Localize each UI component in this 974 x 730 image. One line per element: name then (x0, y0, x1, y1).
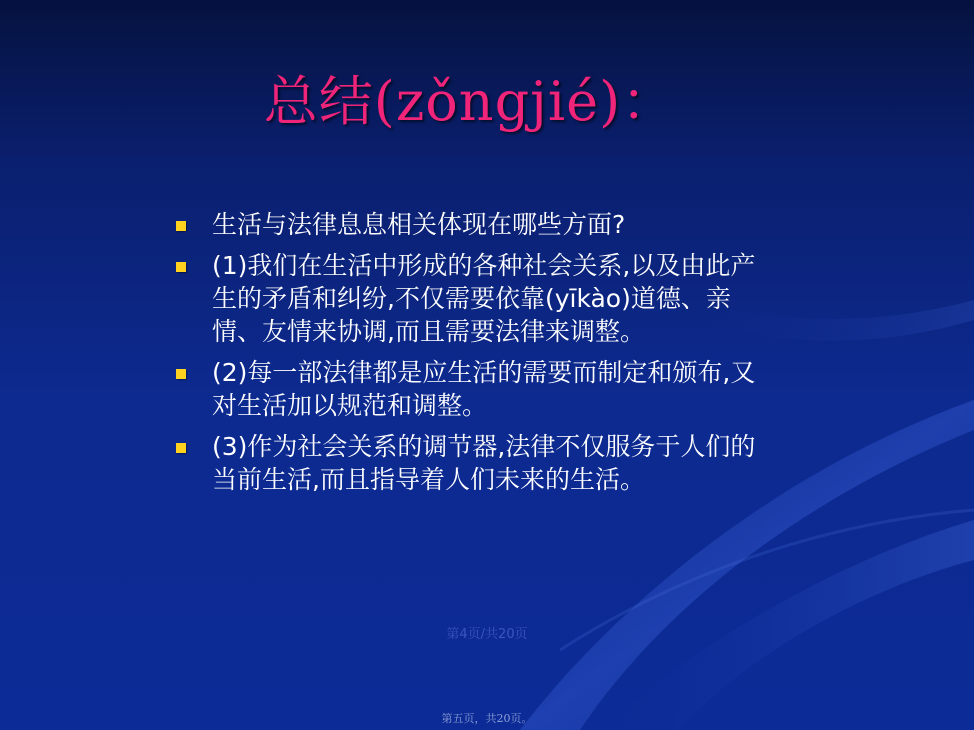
bullet-item (172, 430, 772, 496)
bullet-text: (3)作为社会关系的调节器,法律不仅服务于人们的当前生活,而且指导着人们未来的生活。 (212, 432, 756, 494)
bullet-text: (1)我们在生活中形成的各种社会关系,以及由此产生的矛盾和纠纷,不仅需要依靠(yīkào)道德、亲情、友情来协调,而且需要法律来调整。 (212, 251, 756, 346)
square-bullet-icon (176, 443, 186, 453)
page-indicator: 第4页/共20页 (446, 627, 528, 642)
footer-note: 第五页，共20页。 (441, 712, 533, 725)
bullet-item (172, 208, 772, 241)
square-bullet-icon (176, 369, 186, 379)
bullet-text: 生活与法律息息相关体现在哪些方面? (212, 210, 626, 239)
bullet-text: (2)每一部法律都是应生活的需要而制定和颁布,又对生活加以规范和调整。 (212, 358, 756, 420)
bullet-item (172, 356, 772, 422)
square-bullet-icon (176, 262, 186, 272)
bullet-list (172, 208, 772, 504)
bullet-item (172, 249, 772, 348)
square-bullet-icon (176, 221, 186, 231)
slide-title: 总结(zǒngjié)： (263, 70, 677, 133)
